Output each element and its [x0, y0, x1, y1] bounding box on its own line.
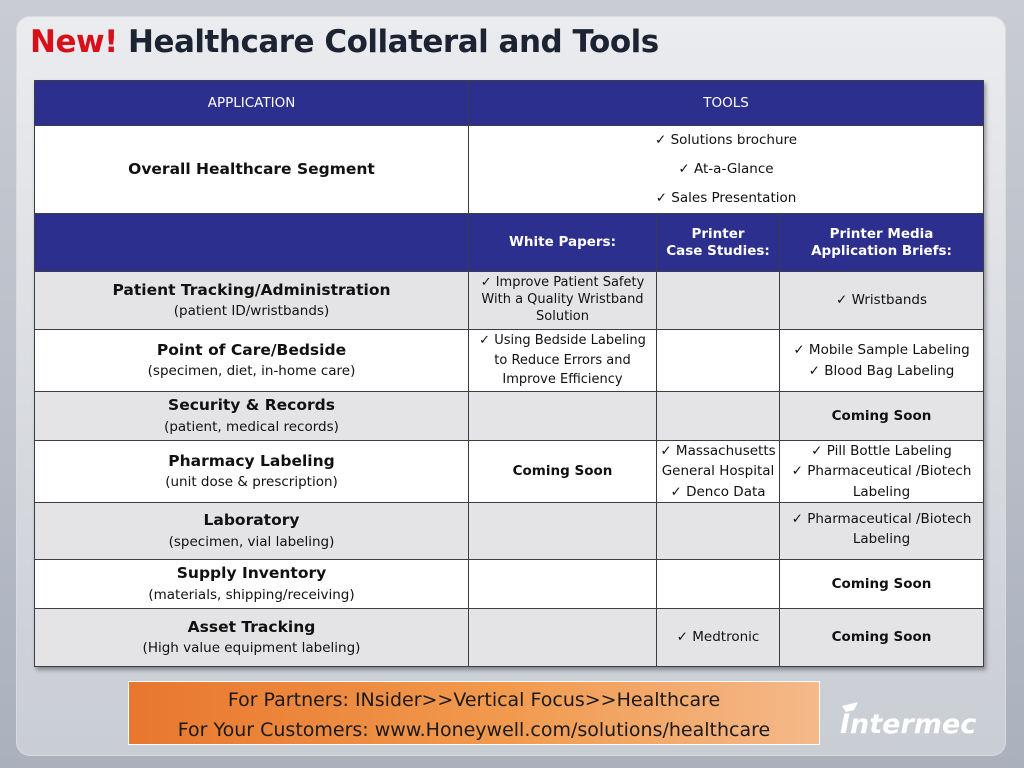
header-application: APPLICATION: [35, 81, 469, 126]
white-paper-cell: [469, 609, 657, 667]
table-header-row: [35, 81, 984, 126]
application-name: Pharmacy Labeling: [168, 451, 335, 470]
tool-item: ✓ Solutions brochure: [471, 126, 981, 155]
application-sub: (unit dose & prescription): [165, 474, 338, 491]
white-paper-cell: [469, 392, 657, 441]
application-name: Asset Tracking: [187, 617, 316, 636]
media-briefs-cell: [780, 392, 984, 441]
footer-customers-line: For Your Customers: www.Honeywell.com/solutions/healthcare: [177, 719, 771, 741]
title-main: Healthcare Collateral and Tools: [128, 24, 659, 60]
application-name: Supply Inventory: [176, 564, 327, 583]
table-row: [35, 392, 984, 441]
application-sub: (specimen, diet, in-home care): [147, 363, 356, 380]
table-row: [35, 330, 984, 392]
white-paper-cell: [469, 503, 657, 560]
table-row: [35, 560, 984, 609]
media-briefs-cell: ✓ Mobile Sample Labeling ✓ Blood Bag Labeling: [780, 330, 984, 392]
coming-soon-label: Coming Soon: [831, 407, 932, 424]
white-paper-cell: [469, 441, 657, 503]
tool-item: ✓ At-a-Glance: [471, 155, 981, 184]
table-row: [35, 503, 984, 560]
media-briefs-cell: ✓ Pharmaceutical /Biotech Labeling: [780, 503, 984, 560]
media-briefs-cell: ✓ Wristbands: [780, 272, 984, 330]
application-name: Laboratory: [203, 511, 300, 530]
footer-partners-line: For Partners: INsider>>Vertical Focus>>Healthcare: [227, 689, 721, 711]
intermec-logo: [836, 700, 996, 740]
application-sub: (patient, medical records): [164, 418, 339, 435]
subheader-white-papers: White Papers:: [469, 214, 657, 272]
coming-soon-label: Coming Soon: [831, 629, 932, 646]
application-name: Point of Care/Bedside: [156, 340, 347, 359]
application-sub: (specimen, vial labeling): [168, 533, 335, 550]
media-briefs-cell: ✓ Pill Bottle Labeling ✓ Pharmaceutical /Biotech Labeling: [780, 441, 984, 503]
media-briefs-cell: [780, 560, 984, 609]
case-studies-cell: [657, 560, 780, 609]
coming-soon-label: Coming Soon: [512, 463, 613, 480]
white-paper-cell: ✓ Using Bedside Labeling to Reduce Errors and Improve Efficiency: [469, 330, 657, 392]
overall-tools: [469, 126, 984, 214]
application-name: Security & Records: [168, 396, 335, 415]
page-title: [30, 24, 659, 60]
application-sub: (materials, shipping/receiving): [148, 586, 355, 603]
subheader-media-briefs: Printer Media Application Briefs:: [780, 214, 984, 272]
footer-links-box: [128, 681, 820, 745]
application-name: Patient Tracking/Administration: [112, 280, 391, 299]
white-paper-cell: [469, 560, 657, 609]
case-studies-cell: ✓ Massachusetts General Hospital ✓ Denco Data: [657, 441, 780, 503]
media-briefs-cell: [780, 609, 984, 667]
logo-text: Intermec: [840, 709, 977, 740]
case-studies-cell: [657, 503, 780, 560]
case-studies-cell: [657, 330, 780, 392]
coming-soon-label: Coming Soon: [831, 575, 932, 592]
table-subheader-row: [35, 214, 984, 272]
subheader-blank: [35, 214, 469, 272]
case-studies-cell: [657, 272, 780, 330]
table-row: [35, 272, 984, 330]
case-studies-cell: ✓ Medtronic: [657, 609, 780, 667]
white-paper-cell: ✓ Improve Patient Safety With a Quality Wristband Solution: [469, 272, 657, 330]
application-sub: (High value equipment labeling): [142, 640, 361, 657]
subheader-case-studies: Printer Case Studies:: [657, 214, 780, 272]
case-studies-cell: [657, 392, 780, 441]
overall-segment-label: Overall Healthcare Segment: [128, 159, 375, 178]
table-row: [35, 441, 984, 503]
table-row-overall: [35, 126, 984, 214]
title-new: New!: [30, 24, 118, 60]
application-sub: (patient ID/wristbands): [173, 303, 330, 320]
tool-item: ✓ Sales Presentation: [471, 184, 981, 213]
collateral-table: [34, 80, 984, 667]
header-tools: TOOLS: [469, 81, 984, 126]
table-row: [35, 609, 984, 667]
